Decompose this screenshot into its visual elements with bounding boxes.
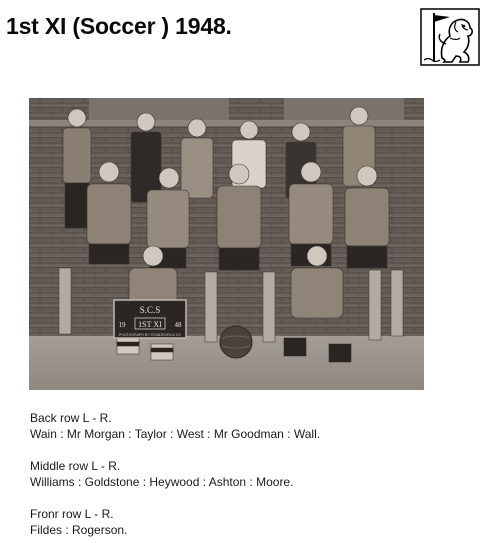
front-row-names: Fildes : Rogerson. [30, 523, 128, 537]
board-year-right: 48 [174, 321, 182, 329]
middle-row-names: Williams : Goldstone : Heywood : Ashton : Moore. [30, 475, 294, 489]
heraldic-lion-crest-icon [420, 8, 480, 66]
back-row-names: Wain : Mr Morgan : Taylor : West : Mr Goodman : Wall. [30, 427, 321, 441]
board-line1: S.C.S [139, 305, 161, 315]
board-footer: PHOTOGRAPH BY STANDEVEN & CO [118, 333, 182, 337]
board-year-left: 19 [118, 321, 126, 329]
team-slate-board [114, 300, 186, 338]
back-row-heading: Back row L - R. [30, 411, 112, 425]
middle-row-heading: Middle row L - R. [30, 459, 121, 473]
front-row-heading: Fronr row L - R. [30, 507, 114, 521]
board-line2: 1ST XI [138, 320, 162, 329]
photo-caption [30, 410, 470, 538]
page-title: 1st XI (Soccer ) 1948. [6, 13, 232, 39]
team-photograph [29, 98, 424, 390]
